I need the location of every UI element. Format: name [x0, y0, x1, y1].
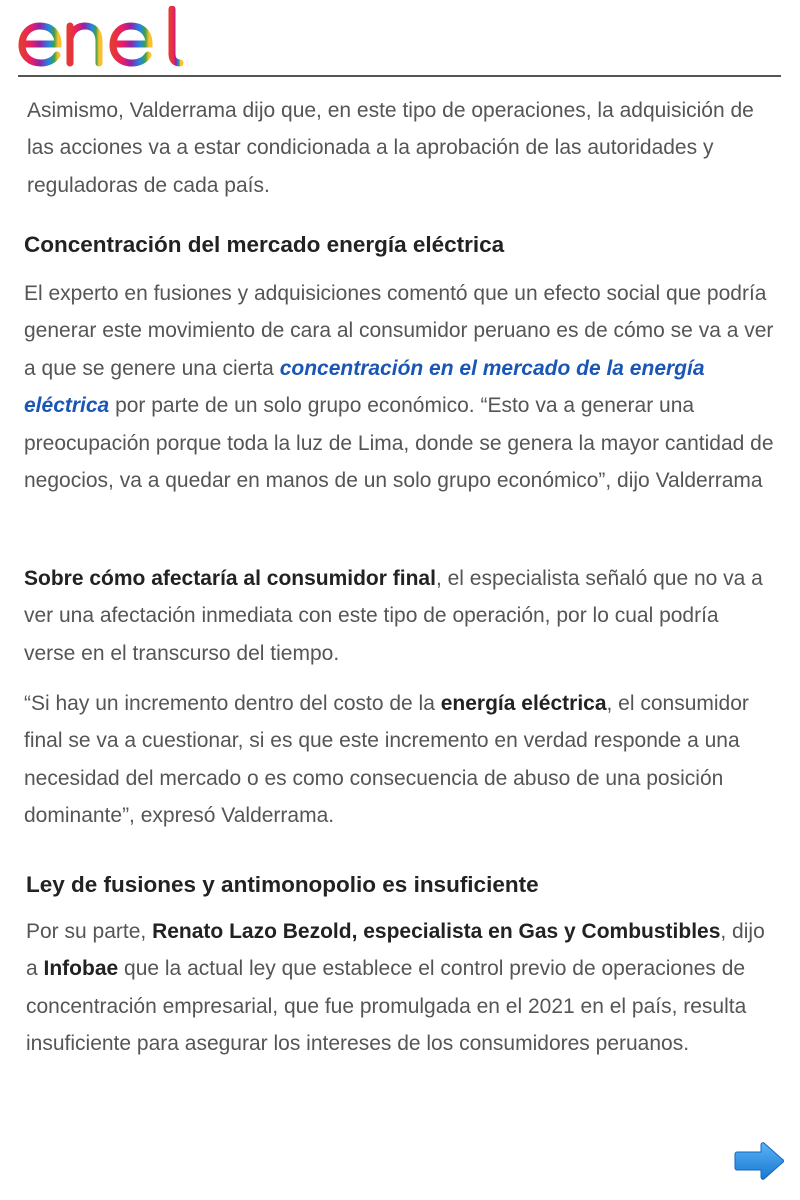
paragraph-5-bold-infobae: Infobae	[43, 957, 119, 981]
energia-electrica-link[interactable]: concentración en el mercado de la energía eléctrica	[24, 356, 705, 418]
paragraph-5-bold-renato: Renato Lazo Bezold, especialista en Gas y Combustibles	[152, 920, 721, 943]
paragraph-4-bold: energía eléctrica	[440, 692, 607, 715]
paragraph-4	[24, 685, 779, 835]
section-heading-ley-fusiones: Ley de fusiones y antimonopolio es insuficiente	[26, 872, 539, 897]
paragraph-3	[24, 560, 774, 672]
paragraph-5-text-a: Por su parte,	[26, 920, 153, 943]
paragraph-5	[26, 913, 776, 1063]
paragraph-3-text: , el especialista señaló que no va a ver una afectación inmediata con este tipo de operación, por lo cual podría verse en el transcurso del tiempo.	[24, 567, 763, 665]
paragraph-4-text-a: “Si hay un incremento dentro del costo de la	[24, 692, 441, 715]
page-header	[18, 0, 781, 77]
section-heading-concentracion: Concentración del mercado energía eléctrica	[24, 232, 505, 257]
paragraph-4-text-b: , el consumidor final se va a cuestionar, si es que este incremento en verdad responde a una necesidad del mercado o es como consecuencia de abuso de una posición dominante”, expresó Valderrama.	[24, 692, 749, 828]
enel-logo[interactable]	[18, 6, 184, 68]
paragraph-2-text-b: por parte de un solo grupo económico. “Esto va a generar una preocupación porque toda la luz de Lima, donde se genera la mayor cantidad de negocios, va a quedar en manos de un solo grupo económico”, dijo Valderrama	[24, 394, 774, 493]
paragraph-1: Asimismo, Valderrama dijo que, en este tipo de operaciones, la adquisición de las acciones va a estar condicionada a la aprobación de las autoridades y reguladoras de cada país.	[27, 99, 754, 197]
paragraph-2	[24, 275, 774, 499]
paragraph-3-bold: Sobre cómo afectaría al consumidor final	[24, 567, 436, 590]
paragraph-5-text-c: que la actual ley que establece el control previo de operaciones de concentración empresarial, que fue promulgada en el 2021 en el país, resulta insuficiente para asegurar los intereses de los consumidores peruanos.	[26, 957, 747, 1056]
paragraph-5-text-b: , dijo a	[26, 920, 765, 981]
arrow-right-icon[interactable]	[731, 1142, 785, 1180]
paragraph-2-text-a: El experto en fusiones y adquisiciones comentó que un efecto social que podría generar este movimiento de cara al consumidor peruano es de cómo se va a ver a que se genere una cierta	[24, 282, 774, 380]
